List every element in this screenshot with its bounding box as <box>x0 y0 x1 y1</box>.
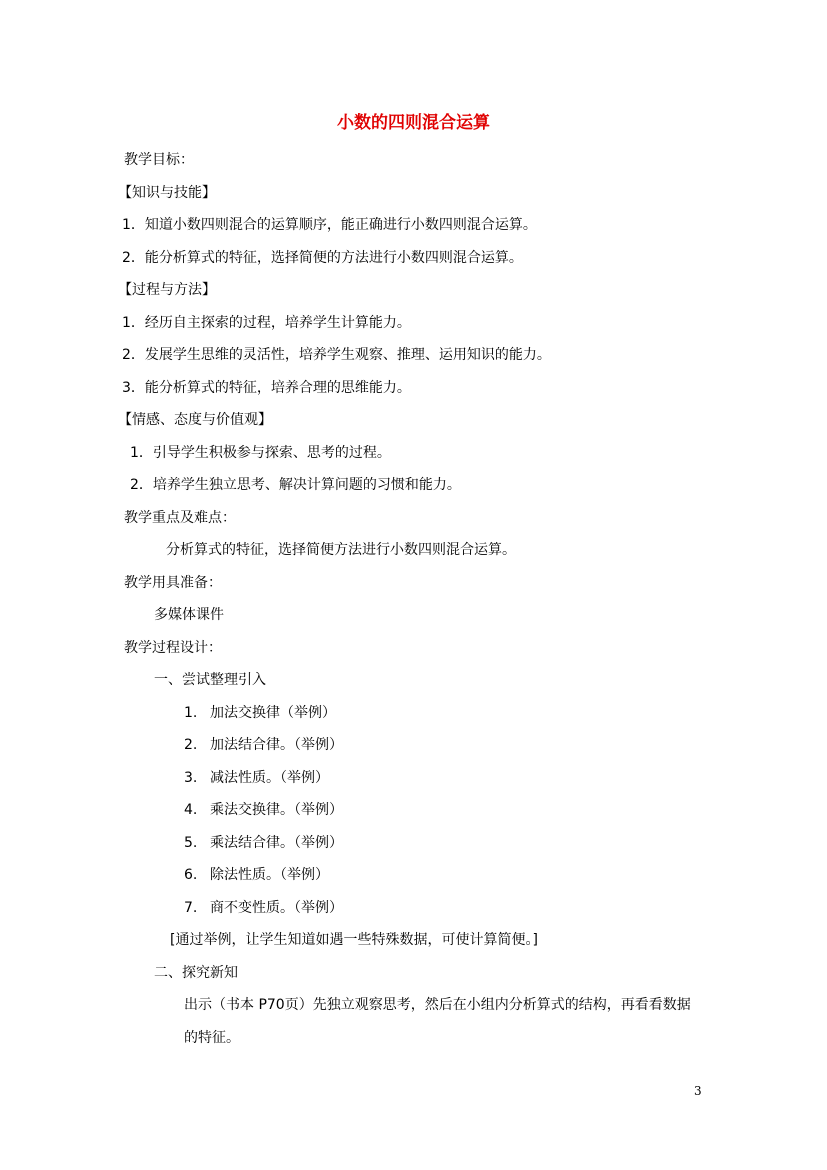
section-heading-2: 二、探究新知 <box>154 965 238 981</box>
explore-text-line-1: 出示（书本 P70页）先独立观察思考，然后在小组内分析算式的结构，再看看数据 <box>184 997 691 1013</box>
law-item <box>184 736 343 754</box>
law-number: 5. <box>184 835 198 851</box>
law-text: 乘法交换律。（举例） <box>210 802 343 818</box>
explore-text-line-2: 的特征。 <box>184 1030 240 1046</box>
knowledge-item-2: 2．能分析算式的特征，选择简便的方法进行小数四则混合运算。 <box>122 250 523 266</box>
law-text: 商不变性质。（举例） <box>210 900 343 916</box>
process-item-3: 3．能分析算式的特征，培养合理的思维能力。 <box>122 380 411 396</box>
emotion-item-1: 1．引导学生积极参与探索、思考的过程。 <box>130 445 391 461</box>
goals-heading: 教学目标： <box>124 152 194 168</box>
knowledge-item-1: 1．知道小数四则混合的运算顺序，能正确进行小数四则混合运算。 <box>122 217 537 233</box>
page-number: 3 <box>694 1084 702 1098</box>
law-item <box>184 769 329 787</box>
key-points-heading: 教学重点及难点： <box>124 510 236 526</box>
design-heading: 教学过程设计： <box>124 640 222 656</box>
law-text: 加法结合律。（举例） <box>210 737 343 753</box>
emotion-heading: 【情感、态度与价值观】 <box>118 412 272 428</box>
law-number: 7. <box>184 900 198 916</box>
law-number: 3. <box>184 770 198 786</box>
law-number: 6. <box>184 867 198 883</box>
key-points-text: 分析算式的特征，选择简便方法进行小数四则混合运算。 <box>166 542 516 558</box>
law-item <box>184 899 343 917</box>
process-item-1: 1．经历自主探索的过程，培养学生计算能力。 <box>122 315 411 331</box>
law-text: 乘法结合律。（举例） <box>210 835 343 851</box>
tools-heading: 教学用具准备： <box>124 575 222 591</box>
law-text: 除法性质。（举例） <box>210 867 329 883</box>
document-title: 小数的四则混合运算 <box>337 113 490 133</box>
law-number: 2. <box>184 737 198 753</box>
law-item <box>184 866 329 884</box>
emotion-item-2: 2．培养学生独立思考、解决计算问题的习惯和能力。 <box>130 477 461 493</box>
law-text: 减法性质。（举例） <box>210 770 329 786</box>
law-item <box>184 834 343 852</box>
process-heading: 【过程与方法】 <box>118 282 216 298</box>
law-number: 1. <box>184 705 198 721</box>
example-note: [通过举例，让学生知道如遇一些特殊数据，可使计算简便。] <box>170 932 538 948</box>
law-item <box>184 801 343 819</box>
law-number: 4. <box>184 802 198 818</box>
tools-text: 多媒体课件 <box>154 607 224 623</box>
knowledge-heading: 【知识与技能】 <box>118 185 216 201</box>
process-item-2: 2．发展学生思维的灵活性，培养学生观察、推理、运用知识的能力。 <box>122 347 551 363</box>
law-text: 加法交换律（举例） <box>210 705 336 721</box>
section-heading-1: 一、尝试整理引入 <box>154 672 266 688</box>
law-item <box>184 704 336 722</box>
